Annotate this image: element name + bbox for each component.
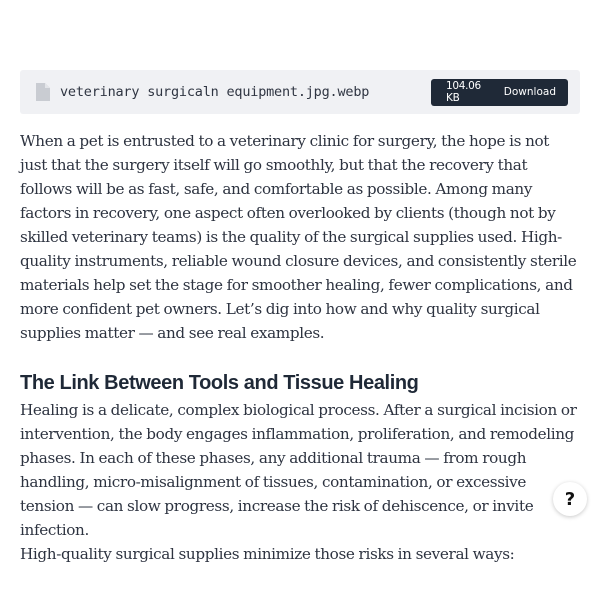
attachment-bar <box>20 70 580 114</box>
section-heading: The Link Between Tools and Tissue Healing <box>20 372 419 394</box>
help-button[interactable] <box>553 482 587 516</box>
attachment-filename: veterinary surgicaln equipment.jpg.webp <box>60 84 370 100</box>
question-icon: ? <box>564 488 576 510</box>
file-icon <box>36 83 50 101</box>
healing-paragraph: Healing is a delicate, complex biological process. After a surgical incision or intervention, the body engages inflammation, proliferation, and remodeling phases. In each of these phases, any additional trauma — from rough handling, micro-misalignment of tissues, contamination, or excessive tension — can slow progress, increase the risk of dehiscence, or invite infection. <box>20 401 577 539</box>
article-content <box>20 129 580 566</box>
ways-intro-paragraph: High-quality surgical supplies minimize those risks in several ways: <box>20 545 515 563</box>
download-label: Download <box>503 86 556 98</box>
download-button[interactable] <box>431 79 568 106</box>
intro-paragraph: When a pet is entrusted to a veterinary clinic for surgery, the hope is not just that the surgery itself will go smoothly, but that the recovery that follows will be as fast, safe, and comfortable as possible. Among many factors in recovery, one aspect often overlooked by clients (though not by skilled veterinary teams) is the quality of the surgical supplies used. High-quality instruments, reliable wound closure devices, and consistently sterile materials help set the stage for smoother healing, fewer complications, and more confident pet owners. Let’s dig into how and why quality surgical supplies matter — and see real examples. <box>20 132 577 342</box>
attachment-size: 104.06 KB <box>446 80 481 104</box>
